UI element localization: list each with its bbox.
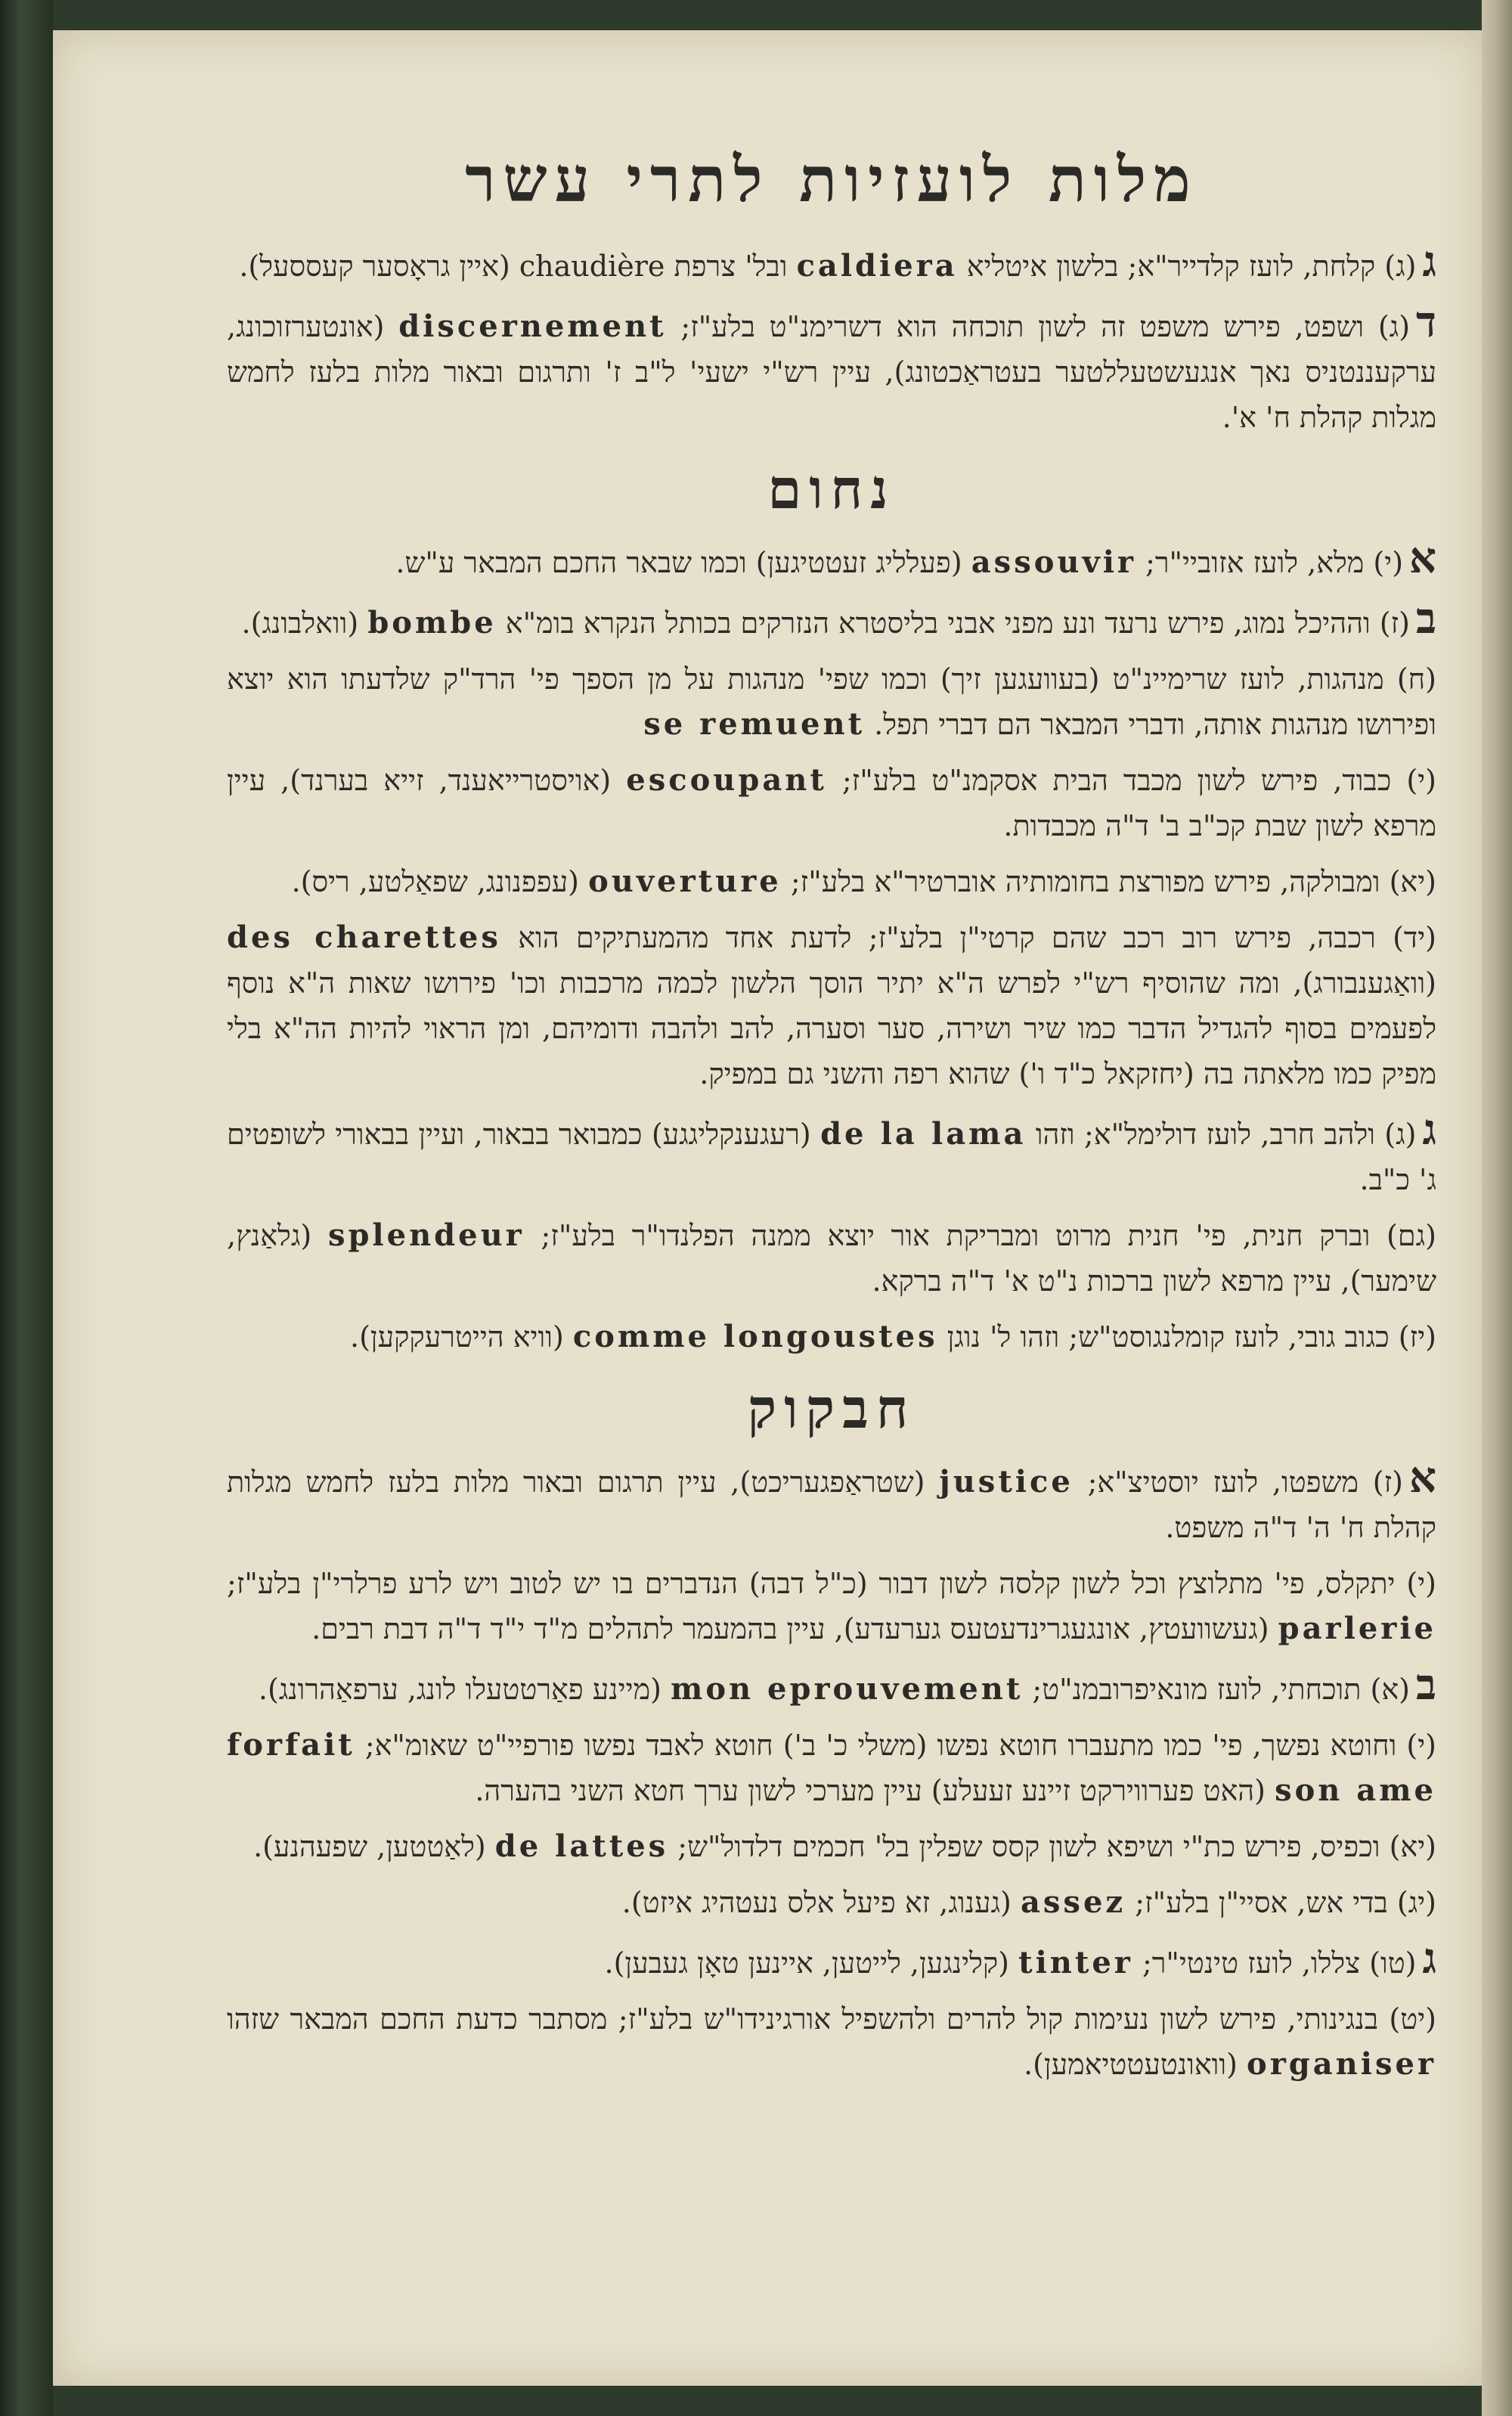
entry-text: (יד) רכבה, פירש רוב רכב שהם קרטי"ן בלע"ז; לדעת אחד מהמעתיקים הוא xyxy=(518,921,1436,954)
section-title: נחום xyxy=(767,457,896,521)
foreign-word: justice xyxy=(939,1464,1074,1500)
chapter-letter: ג xyxy=(1422,1105,1436,1155)
entry-text-continued: (וואַגענבורג), ומה שהוסיף רש"י לפרש ה"א יתיר הוסך הלשון לכמה מרכבות וכו' פירושו שאות ה"א נוסף לפעמים בסוף להגדיל הדבר כמו שיר ושירה, סער וסערה, להב ולהבה ודומיהם, ומן הראוי להיות הה"א בלי מפיק כמו מלאתה בה (יחזקאל כ"ד ו') שהוא רפה והשני גם במפיק. xyxy=(227,966,1436,1090)
entry-text-continued: (גלאַנץ, שימער), עיין מרפא לשון ברכות נ"ט א' ד"ה ברקא. xyxy=(227,1219,1436,1298)
foreign-word: organiser xyxy=(1247,2046,1436,2082)
entry-text: (ז) משפטו, לועז יוסטיצ"א; xyxy=(1087,1465,1404,1499)
entry-text-continued: (לאַטטען, שפעהנע). xyxy=(253,1830,486,1863)
entry-text: (יג) בדי אש, אסיי"ן בלע"ז; xyxy=(1135,1886,1436,1919)
entry-text: (י) כבוד, פירש לשון מכבד הבית אסקמנ"ט בלע"ז; xyxy=(841,764,1437,797)
foreign-word: tinter xyxy=(1018,1945,1133,1980)
entry xyxy=(227,239,1436,289)
entry-text-continued: (גענוג, זא פיעל אלס נעטהיג איזט). xyxy=(621,1886,1012,1919)
sections-container xyxy=(227,239,1436,2087)
entry-text-continued: (געשוועטץ, אונגעגרינדעטעס גערעדע), עיין בהמעמר לתהלים מ"ד י"ד ד"ה דבת רבים. xyxy=(311,1612,1269,1645)
foreign-word: parlerie xyxy=(1278,1611,1436,1646)
foreign-word: de lattes xyxy=(494,1828,669,1864)
entry-text: (גם) וברק חנית, פי' חנית מרוט ומבריקת אור יוצא ממנה הפלנדו"ר בלע"ז; xyxy=(541,1219,1436,1252)
entry xyxy=(227,915,1436,1096)
entry xyxy=(227,1824,1436,1869)
foreign-word: bombe xyxy=(367,605,497,640)
page-content xyxy=(227,144,1436,2098)
entry xyxy=(227,299,1436,440)
chapter-letter: ג xyxy=(1422,1934,1436,1983)
entry-text-continued: (וויא הייטרעקקען). xyxy=(349,1320,564,1354)
entry-text: (א) תוכחתי, לועז מונאיפרובמנ"ט; xyxy=(1032,1673,1410,1706)
entry xyxy=(227,1936,1436,1986)
entry xyxy=(227,1723,1436,1813)
entry-text: (י) יתקלס, פי' מתלוצץ וכל לשון קלסה לשון דבור (כ"ל דבה) הנדברים בו יש לטוב ויש לרע פרלרי"ן בלע"ז; xyxy=(227,1567,1436,1600)
chapter-letter: א xyxy=(1409,1453,1436,1503)
entry-text-continued: (וואלבונג). xyxy=(241,606,359,640)
entry-text-continued: (האט פערווירקט זיינע זעעלע) עיין מערכי לשון ערך חטא השני בהערה. xyxy=(475,1774,1266,1807)
entry xyxy=(227,1880,1436,1925)
entry-text: (ח) מנהגות, לועז שרימיינ"ט (בעוועגען זיך) וכמו שפי' מנהגות על מן הספך פי' הרד"ק שלדעתו הוא יוצא ופירושו מנהגות אותה, ודברי המבאר הם דברי תפל. xyxy=(227,662,1436,741)
foreign-word: de la lama xyxy=(820,1116,1027,1152)
chapter-letter: ד xyxy=(1416,297,1436,347)
entry xyxy=(227,758,1436,848)
entry-text-continued: (אויסטרייאענד, זייא בערנד), עיין מרפא לשון שבת קכ"ב ב' ד"ה מכבדות. xyxy=(227,764,1436,842)
entry xyxy=(227,1561,1436,1652)
page-edge xyxy=(1482,0,1512,2416)
entry xyxy=(227,596,1436,646)
entry-text-continued: (מיינע פאַרטטעלו לונג, ערפאַהרונג). xyxy=(258,1673,662,1706)
entry xyxy=(227,535,1436,585)
section-title: חבקוק xyxy=(747,1376,916,1441)
foreign-word: forfait son ame xyxy=(227,1727,1436,1808)
foreign-word: assez xyxy=(1020,1884,1126,1920)
entry-text: (ג) ולהב חרב, לועז דולימל"א; וזהו xyxy=(1035,1118,1417,1151)
entry-text: (טו) צללו, לועז טינטי"ר; xyxy=(1142,1946,1417,1980)
entry xyxy=(227,1314,1436,1360)
foreign-word: assouvir xyxy=(971,544,1136,580)
entry-text-continued: ובל' צרפת chaudière (איין גראָסער קעססעל). xyxy=(239,250,788,283)
foreign-word: discernement xyxy=(398,309,667,344)
chapter-letter: ב xyxy=(1416,594,1436,644)
entry-text-continued: (שטראַפגעריכט), עיין תרגום ובאור מלות בלעז לחמש מגלות קהלת ח' ה' ד"ה משפט. xyxy=(227,1465,1436,1544)
chapter-letter: ב xyxy=(1416,1660,1436,1710)
entry xyxy=(227,1455,1436,1550)
foreign-word: comme longoustes xyxy=(572,1319,938,1354)
entry-text-continued: (פעלליג זעטטיגען) וכמו שבאר החכם המבאר ע"ש. xyxy=(395,546,962,579)
entry-text-continued: (קלינגען, לייטען, איינען טאָן געבען). xyxy=(604,1946,1009,1980)
entry-text: (יא) וכפיס, פירש כת"י ושיפא לשון קסס שפלין בל' חכמים דלדול"ש; xyxy=(677,1830,1436,1863)
entry xyxy=(227,1213,1436,1304)
entry-text: (ג) קלחת, לועז קלדייר"א; בלשון איטליא xyxy=(966,250,1417,283)
entry-text: (יא) ומבולקה, פירש מפורצת בחומותיה אוברטיר"א בלע"ז; xyxy=(790,865,1436,898)
foreign-word: escoupant xyxy=(626,762,827,798)
entry-text: (י) מלא, לועז אזוביי"ר; xyxy=(1145,546,1404,579)
entry xyxy=(227,656,1436,747)
chapter-letter: ג xyxy=(1422,237,1436,287)
entry-text-continued: (עפפנונג, שפאַלטע, ריס). xyxy=(291,865,580,898)
entry xyxy=(227,1996,1436,2087)
entry xyxy=(227,1107,1436,1202)
foreign-word: mon eprouvement xyxy=(671,1671,1024,1707)
entry-text-continued: (אונטערזוכונג, ערקעננטניס נאך אנגעשטעללטער בעטראַכטונג), עיין רש"י ישעי' ל"ב ז' ותרגום ובאור מלות בלעז לחמש מגלות קהלת ח' א'. xyxy=(227,310,1436,434)
entry-text: (ג) ושפט, פירש משפט זה לשון תוכחה הוא דשרימנ"ט בלע"ז; xyxy=(680,310,1411,343)
entry-text-continued: (רעגענקליגגע) כמבואר בבאור, ועיין בבאורי לשופטים ג' כ"ב. xyxy=(227,1118,1436,1196)
foreign-word: des charettes xyxy=(227,920,501,955)
page-title: מלות לועזיות לתרי עשר xyxy=(465,144,1198,216)
entry-text: (יז) כגוב גובי, לועז קומלנגוסט"ש; וזהו ל' נוגן xyxy=(947,1320,1436,1354)
entry-text-continued: (וואונטעטטיאמען). xyxy=(1024,2048,1238,2081)
entry-text: (ז) וההיכל נמוג, פירש נרעד ונע מפני אבני בליסטרא הנזרקים בכותל הנקרא בומ"א xyxy=(505,606,1410,640)
foreign-word: splendeur xyxy=(327,1217,525,1253)
foreign-word: ouverture xyxy=(588,864,782,899)
entry-text: (יט) בנגינותי, פירש לשון נעימות קול להרים ולהשפיל אורגינידו"ש בלע"ז; מסתבר כדעת החכם המבאר שזהו xyxy=(227,2002,1436,2036)
entry-text: (י) וחוטא נפשך, פי' כמו מתעברו חוטא נפשו (משלי כ' ב') חוטא לאבד נפשו פורפיי"ט שאומ"א; xyxy=(364,1729,1436,1762)
entry xyxy=(227,859,1436,904)
foreign-word: se remuent xyxy=(643,706,866,742)
book-spine xyxy=(0,0,53,2416)
chapter-letter: א xyxy=(1409,533,1436,583)
foreign-word: caldiera xyxy=(796,248,958,284)
entry xyxy=(227,1662,1436,1712)
